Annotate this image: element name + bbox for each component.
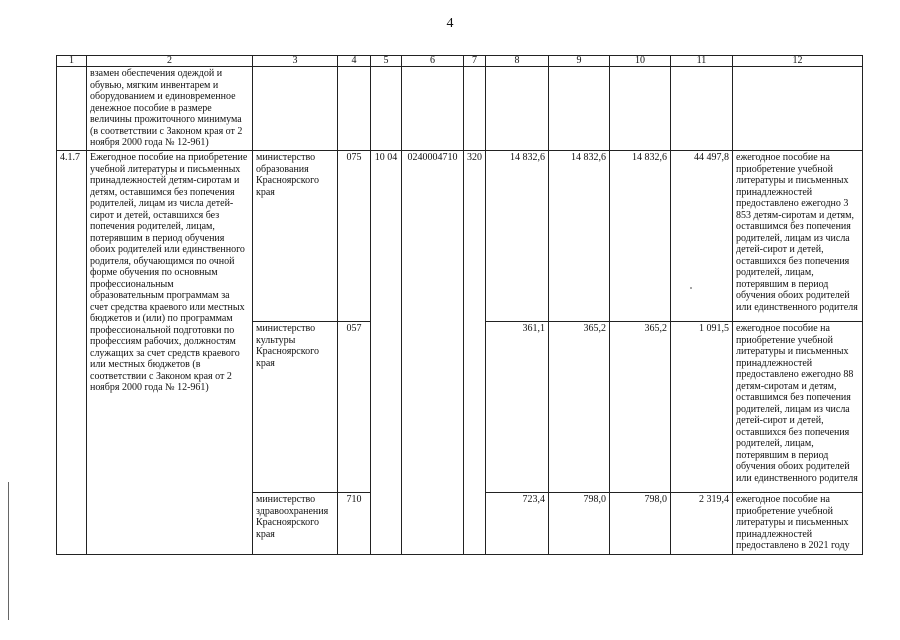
- item-description: Ежегодное пособие на приобретение учебной литературы и письменных принадлежностей детям-сиротам и детям, оставшимся без попечения родителей, лицам из числа детей-сирот и детей, оставшихся без попечения родителей, лицам, потерявшим в период обучения обоих родителей или единственного родителя, обучающимся по очной форме обучения по основным профессиональным образовательным программам за счет средства краевого или местных бюджетов и (или) по программам профессиональной подготовки по профессиям рабочих, должностям служащих за счет средств краевого или местных бюджетов (в соответствии с Законом края от 2 ноября 2000 года № 12-961): [87, 151, 253, 555]
- year1-value: 14 832,6: [486, 151, 549, 322]
- year2-value: 14 832,6: [549, 151, 610, 322]
- section-code: 10 04: [371, 151, 402, 555]
- column-header-6: 6: [402, 56, 464, 67]
- column-header-1: 1: [57, 56, 87, 67]
- column-header-12: 12: [733, 56, 863, 67]
- column-header-3: 3: [253, 56, 338, 67]
- year2-value: 798,0: [549, 493, 610, 555]
- item-number: 4.1.7: [57, 151, 87, 555]
- column-header-11: 11: [671, 56, 733, 67]
- total-value: 1 091,5: [671, 322, 733, 493]
- column-header-9: 9: [549, 56, 610, 67]
- continuation-description: взамен обеспечения одеждой и обувью, мягким инвентарем и оборудованием и единовременное денежное пособие в размере величины прожиточного минимума (в соответствии с Законом края от 2 ноября 2000 года № 12-961): [87, 67, 253, 151]
- column-header-2: 2: [87, 56, 253, 67]
- column-header-4: 4: [338, 56, 371, 67]
- column-header-7: 7: [464, 56, 486, 67]
- column-header-8: 8: [486, 56, 549, 67]
- table-row: [57, 151, 863, 322]
- year3-value: 798,0: [610, 493, 671, 555]
- year2-value: 365,2: [549, 322, 610, 493]
- ministry-name: министерство культуры Красноярского края: [253, 322, 338, 493]
- year1-value: 723,4: [486, 493, 549, 555]
- expected-result: ежегодное пособие на приобретение учебной литературы и письменных принадлежностей предоставлено ежегодно 3 853 детям-сиротам и детям, оставшимся без попечения родителей, лицам из числа детей-сирот и детей, оставшихся без попечения родителей, лицам, потерявшим в период обучения обоих родителей или единственного родителя: [733, 151, 863, 322]
- continuation-number-cell: [57, 67, 87, 151]
- scan-speck: [690, 287, 692, 289]
- expense-type-code: 320: [464, 151, 486, 555]
- expected-result: ежегодное пособие на приобретение учебной литературы и письменных принадлежностей предоставлено в 2021 году: [733, 493, 863, 555]
- year3-value: 365,2: [610, 322, 671, 493]
- year3-value: 14 832,6: [610, 151, 671, 322]
- ministry-code: 710: [338, 493, 371, 555]
- ministry-name: министерство образования Красноярского края: [253, 151, 338, 322]
- total-value: 2 319,4: [671, 493, 733, 555]
- column-header-5: 5: [371, 56, 402, 67]
- column-header-10: 10: [610, 56, 671, 67]
- year1-value: 361,1: [486, 322, 549, 493]
- header-row: [57, 56, 863, 67]
- total-value: 44 497,8: [671, 151, 733, 322]
- page-number: 4: [446, 16, 454, 31]
- expected-result: ежегодное пособие на приобретение учебной литературы и письменных принадлежностей предоставлено ежегодно 88 детям-сиротам и детям, оставшимся без попечения родителей, лицам из числа детей-сирот и детей, оставшихся без попечения родителей, лицам, потерявшим в период обучения обоих родителей или единственного родителя: [733, 322, 863, 493]
- ministry-name: министерство здравоохранения Красноярского края: [253, 493, 338, 555]
- ministry-code: 075: [338, 151, 371, 322]
- program-table: [56, 55, 863, 555]
- target-code: 0240004710: [402, 151, 464, 555]
- margin-line: [8, 482, 9, 620]
- ministry-code: 057: [338, 322, 371, 493]
- continuation-row: [57, 67, 863, 151]
